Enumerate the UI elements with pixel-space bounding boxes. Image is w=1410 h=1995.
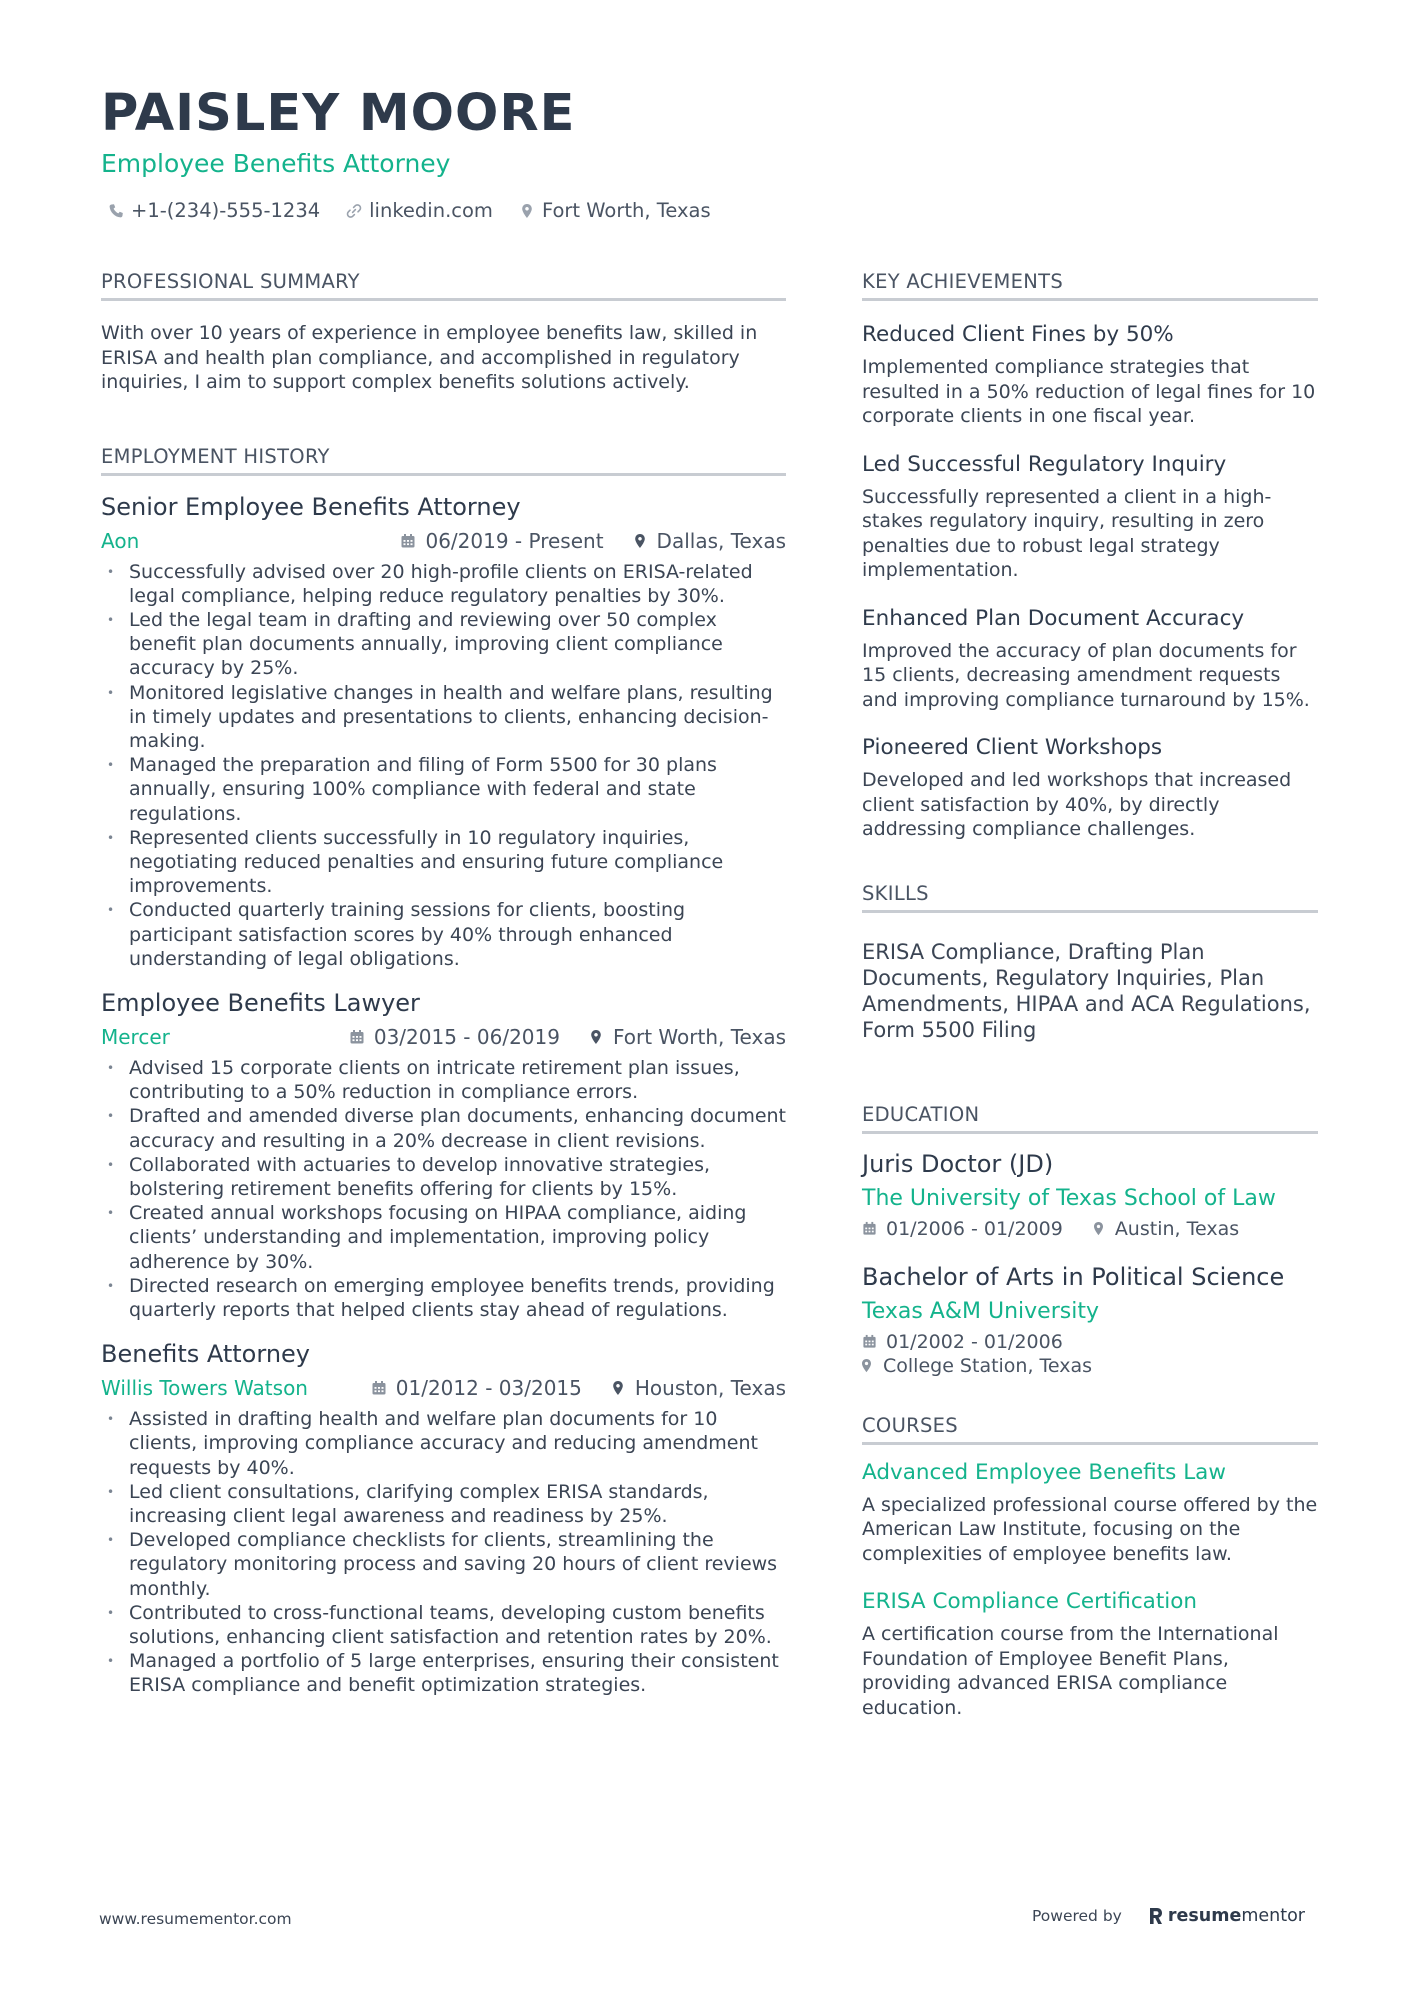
- footer-website[interactable]: www.resumementor.com: [99, 1910, 292, 1928]
- brand-bold: resume: [1167, 1906, 1242, 1926]
- contact-phone: [108, 199, 320, 222]
- footer-powered: [1032, 1906, 1305, 1926]
- brand-logo[interactable]: [1148, 1906, 1305, 1926]
- powered-by-text: Powered by: [1032, 1907, 1122, 1925]
- achievement-item: [862, 321, 1318, 429]
- job-location-text: Dallas, Texas: [656, 528, 786, 553]
- contact-bar: [108, 199, 737, 222]
- calendar-icon: [371, 1380, 387, 1396]
- contact-location: [519, 199, 711, 222]
- education-location-text: College Station, Texas: [883, 1354, 1093, 1377]
- job-meta: [101, 1024, 786, 1050]
- calendar-icon: [862, 1334, 877, 1349]
- employment-heading: EMPLOYMENT HISTORY: [101, 445, 786, 476]
- achievement-title: Reduced Client Fines by 50%: [862, 322, 1174, 347]
- location-pin-icon: [610, 1380, 626, 1396]
- achievement-text: Successfully represented a client in a high-stakes regulatory inquiry, resulting in zero penalties due to robust legal strategy implementation.: [862, 485, 1272, 581]
- location-text: Fort Worth, Texas: [541, 199, 711, 222]
- education-meta: [862, 1217, 1318, 1241]
- job-bullets: [101, 560, 786, 971]
- location-pin-icon: [519, 203, 535, 219]
- left-column: [101, 270, 786, 1715]
- job-dates: [400, 528, 603, 554]
- education-degree: Bachelor of Arts in Political Science: [862, 1262, 1285, 1291]
- education-location-text: Austin, Texas: [1114, 1217, 1240, 1240]
- course-text: A certification course from the International Foundation of Employee Benefit Plans, providing advanced ERISA compliance education.: [862, 1623, 1279, 1719]
- course-title: Advanced Employee Benefits Law: [862, 1459, 1226, 1485]
- job-title: Employee Benefits Lawyer: [101, 988, 420, 1017]
- education-dates: [862, 1330, 1063, 1354]
- job-bullet: • Conducted quarterly training sessions for clients, boosting participant satisfaction scores by 40% through enhanced understanding of legal obligations.: [101, 898, 786, 971]
- job-location: [588, 1024, 786, 1050]
- achievement-title: Enhanced Plan Document Accuracy: [862, 605, 1245, 631]
- education-location: [859, 1354, 1092, 1378]
- job-dates-text: 01/2012 - 03/2015: [395, 1376, 582, 1401]
- job-location-text: Houston, Texas: [634, 1376, 786, 1401]
- achievement-title: Pioneered Client Workshops: [862, 735, 1163, 760]
- job-bullets: [101, 1056, 786, 1322]
- job-bullet: • Led the legal team in drafting and reviewing over 50 complex benefit plan documents annually, improving client compliance accuracy by 25%.: [101, 608, 786, 681]
- job-entry: [101, 1339, 786, 1697]
- courses-section: [862, 1414, 1318, 1721]
- achievements-heading: KEY ACHIEVEMENTS: [862, 270, 1318, 301]
- phone-text: +1-(234)-555-1234: [131, 199, 321, 222]
- location-pin-icon: [859, 1358, 874, 1373]
- achievement-item: [862, 734, 1318, 842]
- job-bullet: • Successfully advised over 20 high-profile clients on ERISA-related legal compliance, helping reduce regulatory penalties by 30%.: [101, 560, 786, 608]
- job-company: Willis Towers Watson: [101, 1376, 308, 1401]
- skills-text: ERISA Compliance, Drafting Plan Documents, Regulatory Inquiries, Plan Amendments, HIPAA and ACA Regulations, Form 5500 Filing: [862, 939, 1311, 1042]
- achievement-text: Improved the accuracy of plan documents for 15 clients, decreasing amendment requests and improving compliance turnaround by 15%.: [862, 639, 1310, 711]
- calendar-icon: [862, 1221, 877, 1236]
- location-pin-icon: [632, 533, 648, 549]
- candidate-name: PAISLEY MOORE: [101, 84, 576, 143]
- job-bullet: • Drafted and amended diverse plan documents, enhancing document accuracy and resulting in a 20% decrease in client revisions.: [101, 1104, 786, 1152]
- job-bullet: • Led client consultations, clarifying complex ERISA standards, increasing client legal awareness and readiness by 25%.: [101, 1480, 786, 1528]
- job-bullet: • Managed a portfolio of 5 large enterprises, ensuring their consistent ERISA compliance and benefit optimization strategies.: [101, 1649, 786, 1697]
- phone-icon: [108, 203, 124, 219]
- education-dates-text: 01/2006 - 01/2009: [886, 1217, 1063, 1240]
- job-bullet: • Created annual workshops focusing on HIPAA compliance, aiding clients’ understanding and implementation, improving policy adherence by 30%.: [101, 1201, 786, 1274]
- right-column: [862, 270, 1318, 1742]
- education-degree: Juris Doctor (JD): [862, 1149, 1054, 1178]
- education-school: The University of Texas School of Law: [862, 1185, 1276, 1211]
- job-dates: [371, 1375, 582, 1401]
- education-school: Texas A&M University: [862, 1298, 1099, 1324]
- summary-section: [101, 270, 786, 395]
- brand-logo-icon: [1148, 1907, 1164, 1925]
- linkedin-text[interactable]: linkedin.com: [369, 199, 493, 222]
- education-heading: EDUCATION: [862, 1103, 1318, 1134]
- achievement-text: Implemented compliance strategies that resulted in a 50% reduction of legal fines for 10 corporate clients in one fiscal year.: [862, 356, 1316, 427]
- job-bullet: • Monitored legislative changes in health and welfare plans, resulting in timely updates and presentations to clients, enhancing decision-making.: [101, 681, 786, 754]
- link-icon: [346, 203, 362, 219]
- education-meta: [862, 1354, 1318, 1378]
- job-bullet: • Managed the preparation and filing of Form 5500 for 30 plans annually, ensuring 100% compliance with federal and state regulations.: [101, 753, 786, 826]
- skills-section: [862, 882, 1318, 1043]
- job-location-text: Fort Worth, Texas: [612, 1024, 786, 1049]
- calendar-icon: [349, 1029, 365, 1045]
- job-title: Senior Employee Benefits Attorney: [101, 492, 521, 521]
- job-location: [632, 528, 786, 554]
- job-dates-text: 03/2015 - 06/2019: [373, 1024, 560, 1049]
- location-pin-icon: [1091, 1221, 1106, 1236]
- job-meta: [101, 528, 786, 554]
- education-item: [862, 1261, 1318, 1378]
- course-title: ERISA Compliance Certification: [862, 1589, 1198, 1614]
- employment-section: [101, 445, 786, 1698]
- education-dates-text: 01/2002 - 01/2006: [886, 1330, 1063, 1353]
- education-section: [862, 1103, 1318, 1378]
- contact-linkedin[interactable]: [346, 199, 493, 222]
- summary-text: With over 10 years of experience in employee benefits law, skilled in ERISA and health plan compliance, and accomplished in regulatory inquiries, I aim to support complex benefits solutions actively.: [101, 322, 758, 393]
- education-location: [1091, 1217, 1239, 1241]
- brand-light: mentor: [1241, 1906, 1305, 1926]
- job-bullet: • Collaborated with actuaries to develop innovative strategies, bolstering retirement benefits offering for clients by 15%.: [101, 1153, 786, 1201]
- job-entry: [101, 988, 786, 1322]
- job-bullet: • Developed compliance checklists for clients, streamlining the regulatory monitoring process and saving 20 hours of client reviews monthly.: [101, 1528, 786, 1601]
- education-dates: [862, 1217, 1063, 1241]
- job-dates-text: 06/2019 - Present: [425, 528, 604, 553]
- job-bullets: [101, 1407, 786, 1697]
- education-meta: [862, 1330, 1318, 1354]
- job-title: Benefits Attorney: [101, 1340, 310, 1369]
- job-bullet: • Directed research on emerging employee benefits trends, providing quarterly reports that helped clients stay ahead of regulations.: [101, 1274, 786, 1322]
- achievement-title: Led Successful Regulatory Inquiry: [862, 451, 1227, 477]
- candidate-role: Employee Benefits Attorney: [101, 149, 451, 178]
- skills-heading: SKILLS: [862, 882, 1318, 913]
- job-bullet: • Advised 15 corporate clients on intricate retirement plan issues, contributing to a 50% reduction in compliance errors.: [101, 1056, 786, 1104]
- course-item: [862, 1459, 1318, 1567]
- summary-heading: PROFESSIONAL SUMMARY: [101, 270, 786, 301]
- courses-heading: COURSES: [862, 1414, 1318, 1445]
- achievement-item: [862, 451, 1318, 583]
- achievement-text: Developed and led workshops that increased client satisfaction by 40%, by directly addressing compliance challenges.: [862, 769, 1292, 840]
- job-meta: [101, 1375, 786, 1401]
- location-pin-icon: [588, 1029, 604, 1045]
- job-entry: [101, 492, 786, 971]
- achievements-section: [862, 270, 1318, 842]
- job-bullet: • Assisted in drafting health and welfare plan documents for 10 clients, improving compliance accuracy and reducing amendment requests by 40%.: [101, 1407, 786, 1480]
- job-company: Aon: [101, 528, 140, 553]
- course-item: [862, 1588, 1318, 1720]
- job-location: [610, 1375, 786, 1401]
- job-bullet: • Contributed to cross-functional teams, developing custom benefits solutions, enhancing client satisfaction and retention rates by 20%.: [101, 1601, 786, 1649]
- job-company: Mercer: [101, 1024, 170, 1049]
- job-bullet: • Represented clients successfully in 10 regulatory inquiries, negotiating reduced penalties and ensuring future compliance improvements.: [101, 826, 786, 899]
- course-text: A specialized professional course offered by the American Law Institute, focusing on the complexities of employee benefits law.: [862, 1493, 1318, 1565]
- education-item: [862, 1148, 1318, 1241]
- achievement-item: [862, 605, 1318, 713]
- job-dates: [349, 1024, 560, 1050]
- calendar-icon: [400, 533, 416, 549]
